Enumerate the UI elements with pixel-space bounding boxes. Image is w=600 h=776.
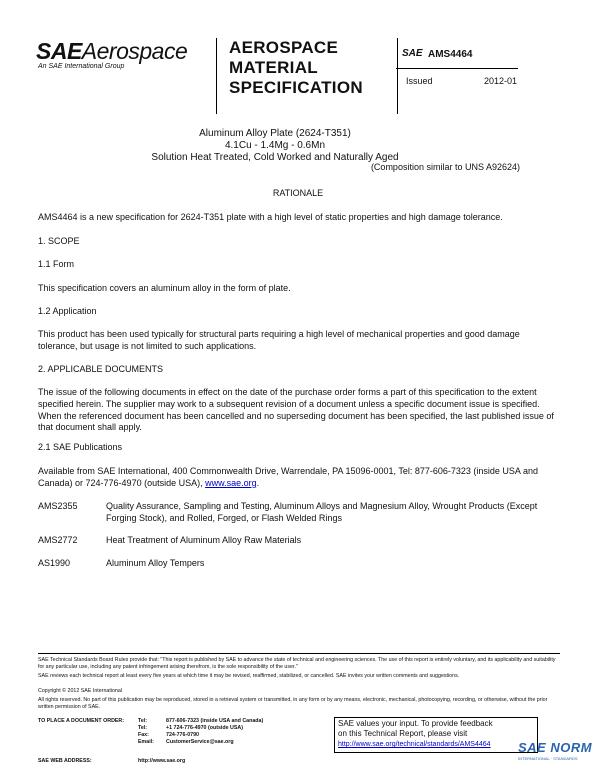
web-label: SAE WEB ADDRESS:: [38, 758, 92, 764]
feedback-box: [334, 717, 538, 753]
order-label: TO PLACE A DOCUMENT ORDER:: [38, 718, 125, 724]
brand-bold: SAE: [36, 38, 82, 64]
issued-date: 2012-01: [484, 76, 518, 86]
section-1-1-text: This specification covers an aluminum alloy in the form of plate.: [38, 283, 291, 293]
footer-copyright: Copyright © 2012 SAE International: [38, 688, 122, 694]
title-condition: Solution Heat Treated, Cold Worked and Naturally Aged: [151, 152, 399, 163]
fax-value: 724-776-0790: [166, 732, 199, 738]
email-value[interactable]: CustomerService@sae.org: [166, 739, 234, 745]
reference-title: Quality Assurance, Sampling and Testing, Aluminum Alloys and Magnesium Alloy, Wrought Products (Except Forging Stock), and Rolled, Forged, or Flash Welded Rings: [106, 501, 538, 523]
sentence-end: .: [256, 477, 260, 488]
brand-light: Aerospace: [81, 38, 188, 64]
web-value[interactable]: http://www.sae.org: [138, 758, 186, 764]
title-line-2: MATERIAL: [229, 58, 318, 77]
brand-subtitle: An SAE International Group: [38, 63, 125, 70]
doc-number: AMS4464: [428, 49, 473, 60]
tel2-label: Tel:: [138, 725, 148, 731]
footer-review-note: SAE reviews each technical report at least every five years at which time it may be revised, reaffirmed, stabilized, or cancelled. SAE invites your written comments and suggestions.: [38, 673, 460, 679]
section-2-1-text: [38, 466, 558, 490]
title-product: Aluminum Alloy Plate (2624-T351): [199, 128, 351, 139]
document-header: [30, 38, 518, 114]
footer-divider: [38, 653, 560, 654]
composition-note: (Composition similar to UNS A92624): [370, 162, 520, 172]
order-contact-block: [38, 718, 328, 764]
rationale-text: AMS4464 is a new specification for 2624-T351 plate with a high level of static properties and high damage tolerance.: [38, 212, 503, 222]
section-2-heading: 2. APPLICABLE DOCUMENTS: [38, 364, 164, 374]
sae-website-link[interactable]: www.sae.org: [205, 477, 257, 488]
material-title: [30, 128, 520, 164]
feedback-link[interactable]: http://www.sae.org/technical/standards/AMS4464: [338, 741, 491, 748]
reference-code: AMS2355: [38, 501, 78, 511]
doc-info-panel: [396, 38, 518, 114]
watermark-subtext: INTERNATIONAL · STANDARDS: [518, 756, 578, 761]
reference-code: AS1990: [38, 558, 71, 568]
issued-label: Issued: [406, 76, 433, 86]
sae-aerospace-logo: [30, 38, 214, 114]
footer-rights: All rights reserved. No part of this publication may be reproduced, stored in a retrieval system or transmitted, in any form or by any means, electronic, mechanical, photocopying, recording, or otherwise, without the prior written permission of SAE.: [38, 697, 548, 710]
tel1-label: Tel:: [138, 718, 148, 724]
section-1-2-text: This product has been used typically for structural parts requiring a high level of mechanical properties and good damage tolerance, but usage is not limited to such applications.: [38, 329, 520, 351]
sae-availability-text: Available from SAE International, 400 Commonwealth Drive, Warrendale, PA 15096-0001, Tel: 877-606-7323 (inside USA and Canada) or 724-776-4970 (outside USA),: [38, 466, 538, 488]
fax-label: Fax:: [138, 732, 149, 738]
feedback-line-1: SAE values your input. To provide feedback: [338, 719, 493, 728]
section-1-2-heading: 1.2 Application: [38, 306, 97, 316]
section-2-text: The issue of the following documents in effect on the date of the purchase order forms a part of this specification to the extent specified herein. The supplier may work to a subsequent revision of a document unless a specific document issue is specified. When the referenced document has been cancelled and no superseding document has been specified, the last published issue of that document shall apply.: [38, 387, 554, 433]
sae-norm-watermark: SAE NORM: [518, 740, 593, 755]
section-2-1-heading: 2.1 SAE Publications: [38, 442, 123, 452]
title-line-1: AEROSPACE: [229, 38, 339, 57]
tel1-value: 877-606-7323 (inside USA and Canada): [166, 718, 264, 724]
section-1-1-heading: 1.1 Form: [38, 259, 75, 269]
email-label: Email:: [138, 739, 154, 745]
section-1-heading: 1. SCOPE: [38, 236, 80, 246]
spec-type-title: [216, 38, 398, 114]
sae-mini-logo: SAE: [402, 48, 423, 59]
rationale-heading: RATIONALE: [272, 188, 324, 198]
reference-code: AMS2772: [38, 535, 78, 545]
reference-title: Heat Treatment of Aluminum Alloy Raw Materials: [106, 535, 302, 545]
title-composition: 4.1Cu - 1.4Mg - 0.6Mn: [224, 140, 326, 151]
reference-title: Aluminum Alloy Tempers: [106, 558, 205, 568]
footer-disclaimer: SAE Technical Standards Board Rules provide that: "This report is published by SAE to advance the state of technical and engineering sciences. The use of this report is entirely voluntary, and its applicability and suitability for any particular use, including any patent infringement arising therefrom, is the sole responsibility of the user.": [38, 657, 556, 670]
tel2-value: +1 724-776-4970 (outside USA): [166, 725, 243, 731]
feedback-line-2: on this Technical Report, please visit: [338, 729, 468, 738]
title-line-3: SPECIFICATION: [229, 78, 363, 97]
doc-number-box: [396, 38, 518, 69]
